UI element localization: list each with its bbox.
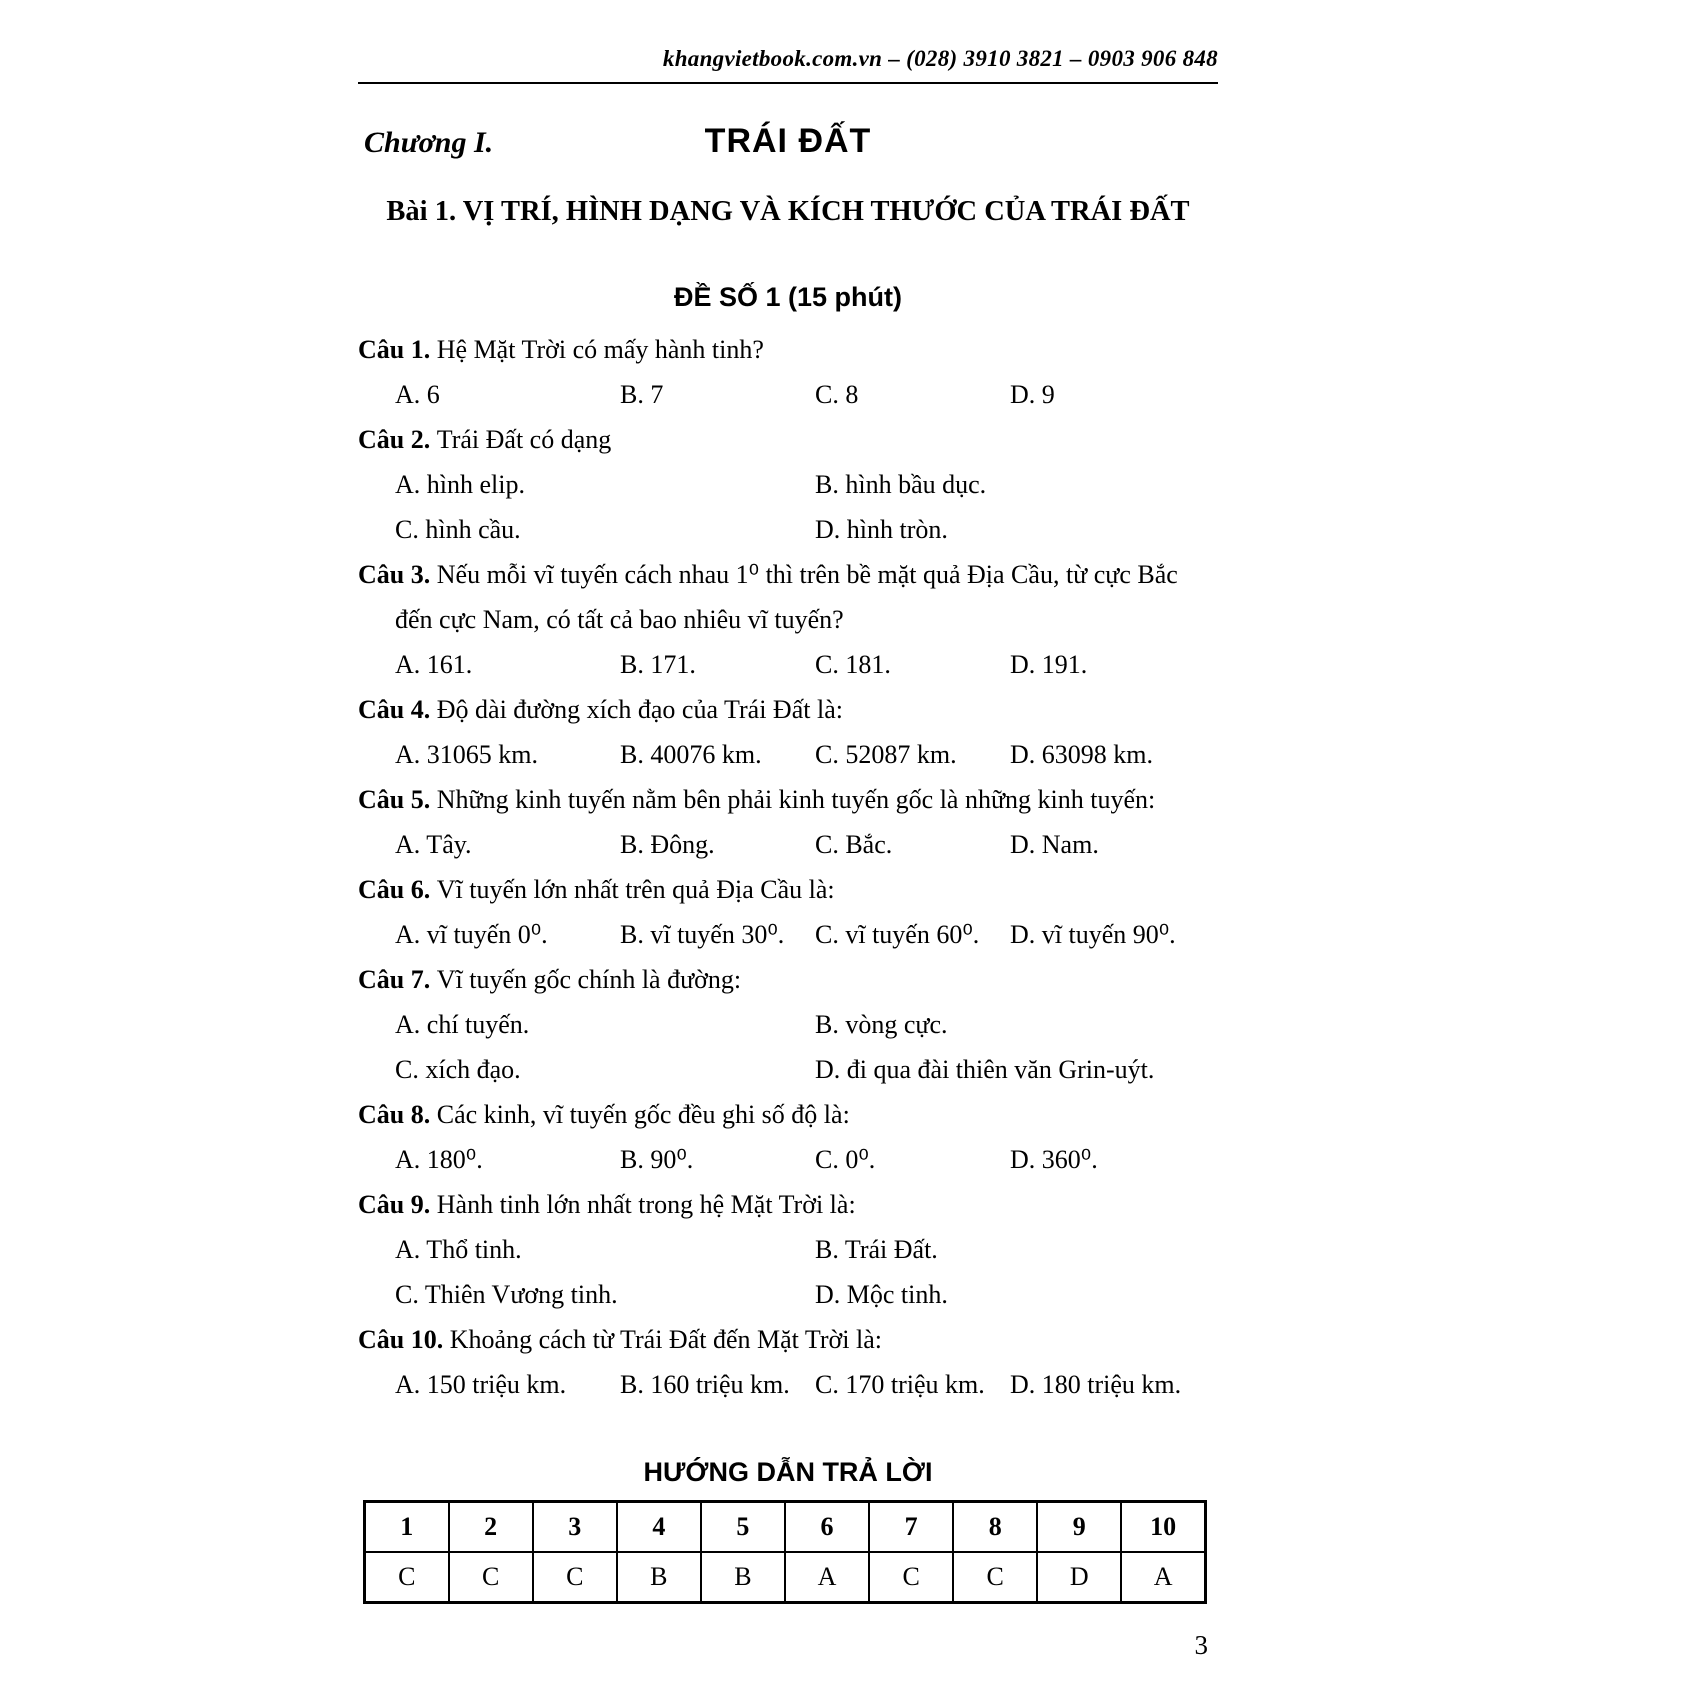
answer-key-answer: C [953, 1552, 1037, 1603]
answer-option: B. 40076 km. [620, 740, 762, 769]
question-label: Câu 3. [358, 560, 437, 589]
question-body: Độ dài đường xích đạo của Trái Đất là: [436, 695, 843, 724]
answer-key-question-number: 1 [365, 1502, 449, 1553]
question-label: Câu 5. [358, 785, 437, 814]
answer-option: D. đi qua đài thiên văn Grin-uýt. [815, 1055, 1155, 1084]
answer-key-answer: C [869, 1552, 953, 1603]
answer-key-question-number: 9 [1037, 1502, 1121, 1553]
question-body: Vĩ tuyến gốc chính là đường: [436, 965, 742, 994]
answer-key-question-number: 4 [617, 1502, 701, 1553]
question-options [358, 1362, 1218, 1407]
question-label: Câu 7. [358, 965, 437, 994]
question-text [358, 867, 1218, 912]
header-contact-text: khangvietbook.com.vn – (028) 3910 3821 – 0903 906 848 [662, 46, 1218, 71]
answer-option: C. 52087 km. [815, 740, 957, 769]
answer-key-question-number: 2 [449, 1502, 533, 1553]
answer-key-question-number: 6 [785, 1502, 869, 1553]
answer-key-table-body [365, 1502, 1206, 1603]
answer-option: B. Trái Đất. [815, 1235, 938, 1264]
answer-key-question-number: 10 [1121, 1502, 1205, 1553]
question-options [358, 462, 1218, 552]
question [358, 867, 1218, 957]
answer-option: A. 6 [395, 380, 440, 409]
question-label: Câu 10. [358, 1325, 450, 1354]
answer-option: B. 7 [620, 380, 664, 409]
answer-option: D. hình tròn. [815, 515, 948, 544]
question [358, 327, 1218, 417]
question-label: Câu 9. [358, 1190, 437, 1219]
question-body: Nếu mỗi vĩ tuyến cách nhau 1⁰ thì trên bề mặt quả Địa Cầu, từ cực Bắc đến cực Nam, có tất cả bao nhiêu vĩ tuyến? [395, 560, 1178, 634]
answer-option: A. 31065 km. [395, 740, 538, 769]
answer-key-question-number: 8 [953, 1502, 1037, 1553]
answer-option: D. 191. [1010, 650, 1088, 679]
answer-option: C. xích đạo. [395, 1055, 521, 1084]
question-options [358, 372, 1218, 417]
answer-option: C. Thiên Vương tinh. [395, 1280, 618, 1309]
chapter-title: TRÁI ĐẤT [704, 122, 872, 160]
answer-key-table [363, 1500, 1207, 1604]
answer-option: D. 180 triệu km. [1010, 1370, 1182, 1399]
answer-option: D. vĩ tuyến 90⁰. [1010, 920, 1176, 949]
question-options [358, 912, 1218, 957]
answer-option: B. 90⁰. [620, 1145, 694, 1174]
answer-key-answer: B [617, 1552, 701, 1603]
question-text [358, 327, 1218, 372]
question-body: Hệ Mặt Trời có mấy hành tinh? [436, 335, 764, 364]
answer-key-answer: C [365, 1552, 449, 1603]
answer-option: A. vĩ tuyến 0⁰. [395, 920, 548, 949]
answer-option: B. vòng cực. [815, 1010, 948, 1039]
question-body: Trái Đất có dạng [436, 425, 612, 454]
question-options [358, 642, 1218, 687]
answer-key-answer: A [1121, 1552, 1205, 1603]
answer-key-title: HƯỚNG DẪN TRẢ LỜI [643, 1457, 933, 1487]
answer-option: D. 9 [1010, 380, 1055, 409]
answer-key-question-number: 3 [533, 1502, 617, 1553]
answer-option: A. 161. [395, 650, 473, 679]
answer-option: C. 8 [815, 380, 859, 409]
answer-option: C. hình cầu. [395, 515, 521, 544]
answer-key-question-number: 5 [701, 1502, 785, 1553]
question-body: Vĩ tuyến lớn nhất trên quả Địa Cầu là: [436, 875, 835, 904]
question [358, 777, 1218, 867]
question-label: Câu 6. [358, 875, 437, 904]
question-body: Hành tinh lớn nhất trong hệ Mặt Trời là: [436, 1190, 856, 1219]
answer-option: D. Nam. [1010, 830, 1099, 859]
question-label: Câu 1. [358, 335, 437, 364]
answer-key-number-row [365, 1502, 1206, 1553]
question-text [358, 1182, 1218, 1227]
question-text [358, 1317, 1218, 1362]
question-options [358, 1002, 1218, 1092]
answer-key-question-number: 7 [869, 1502, 953, 1553]
question-label: Câu 2. [358, 425, 437, 454]
answer-option: A. Thổ tinh. [395, 1235, 522, 1264]
answer-key-answer: D [1037, 1552, 1121, 1603]
answer-key-answer: C [449, 1552, 533, 1603]
question [358, 1317, 1218, 1407]
question-text [358, 552, 1218, 642]
answer-option: B. vĩ tuyến 30⁰. [620, 920, 785, 949]
question-text [358, 777, 1218, 822]
document-content [358, 0, 1218, 1661]
answer-option: B. 171. [620, 650, 696, 679]
answer-option: C. Bắc. [815, 830, 893, 859]
question [358, 1182, 1218, 1317]
chapter-label: Chương I. [364, 126, 494, 159]
answer-option: A. chí tuyến. [395, 1010, 530, 1039]
question-label: Câu 8. [358, 1100, 437, 1129]
answer-option: B. 160 triệu km. [620, 1370, 790, 1399]
question-text [358, 957, 1218, 1002]
chapter-row [358, 122, 1218, 166]
answer-option: A. 180⁰. [395, 1145, 483, 1174]
answer-option: C. 181. [815, 650, 891, 679]
question [358, 1092, 1218, 1182]
question-text [358, 417, 1218, 462]
answer-option: D. Mộc tinh. [815, 1280, 948, 1309]
answer-key-answer: B [701, 1552, 785, 1603]
answer-key-answer-row [365, 1552, 1206, 1603]
answer-option: A. Tây. [395, 830, 472, 859]
question-text [358, 1092, 1218, 1137]
answer-key-answer: C [533, 1552, 617, 1603]
question [358, 957, 1218, 1092]
exam-title: ĐỀ SỐ 1 (15 phút) [673, 282, 903, 312]
question [358, 417, 1218, 552]
question [358, 687, 1218, 777]
answer-option: C. 0⁰. [815, 1145, 876, 1174]
answer-option: D. 63098 km. [1010, 740, 1153, 769]
question-options [358, 1227, 1218, 1317]
question-body: Những kinh tuyến nằm bên phải kinh tuyến gốc là những kinh tuyến: [436, 785, 1156, 814]
answer-option: A. 150 triệu km. [395, 1370, 567, 1399]
answer-option: D. 360⁰. [1010, 1145, 1098, 1174]
question-text [358, 687, 1218, 732]
lesson-title: Bài 1. VỊ TRÍ, HÌNH DẠNG VÀ KÍCH THƯỚC CỦA TRÁI ĐẤT [386, 196, 1190, 227]
question-options [358, 732, 1218, 777]
question-body: Các kinh, vĩ tuyến gốc đều ghi số độ là: [436, 1100, 850, 1129]
answer-option: A. hình elip. [395, 470, 525, 499]
answer-option: B. Đông. [620, 830, 715, 859]
page-number: 3 [1194, 1630, 1208, 1660]
answer-option: C. 170 triệu km. [815, 1370, 985, 1399]
question [358, 552, 1218, 687]
question-label: Câu 4. [358, 695, 437, 724]
question-body: Khoảng cách từ Trái Đất đến Mặt Trời là: [449, 1325, 882, 1354]
answer-option: C. vĩ tuyến 60⁰. [815, 920, 980, 949]
answer-key-answer: A [785, 1552, 869, 1603]
answer-option: B. hình bầu dục. [815, 470, 987, 499]
page-header [358, 0, 1218, 84]
question-options [358, 1137, 1218, 1182]
questions-list [358, 327, 1218, 1407]
question-options [358, 822, 1218, 867]
